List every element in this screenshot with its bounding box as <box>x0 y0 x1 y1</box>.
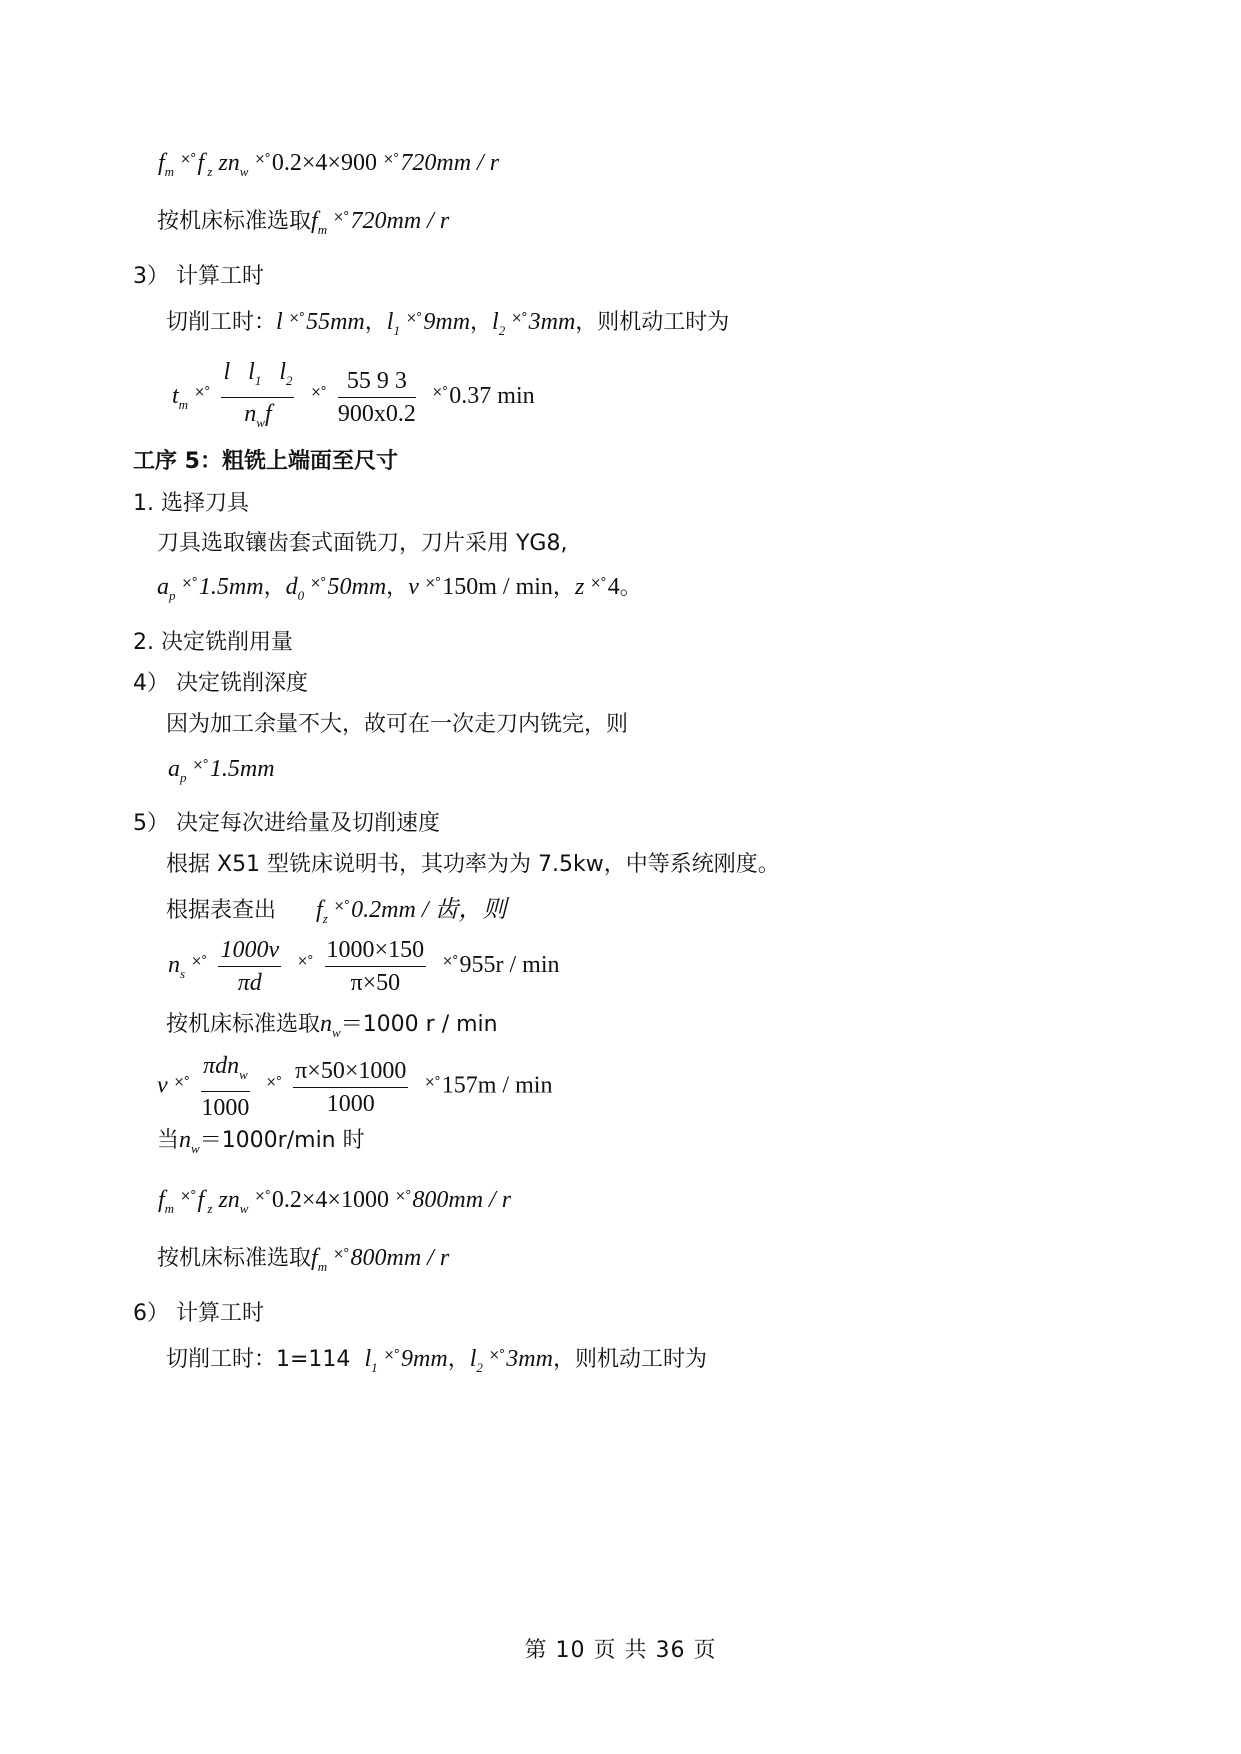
page-footer: 第 10 页 共 36 页 <box>524 1638 717 1663</box>
cutting-time-line-1: 切削工时：l ×°55mm，$l_1^{\times^\circ}9mm$，$l_2^{\times^\circ}3mm$，则机动工时为 <box>166 309 730 338</box>
formula-tm-1: $t_m^{\times^\circ}$ $\frac{l l_1 l_2}{n_wf}$ ×° $\frac{55 9 3}{900x0.2}$ ×°0.37 min <box>172 358 535 437</box>
tm-fraction-symbolic: $\frac{l l_1 l_2}{n_wf}$ <box>223 359 293 430</box>
machine-description: 根据 X51 型铣床说明书，其功率为为 7.5kw，中等系统刚度。 <box>166 852 780 877</box>
tool-parameters: $a_p^{\times^\circ}1.5mm$，$d_0^{\times^\circ}50mm$，v ×°150m / min，z ×°4。 <box>157 574 642 603</box>
process-5-title: 工序 5：粗铣上端面至尺寸 <box>133 449 398 474</box>
formula-ns: $n_s^{\times^\circ}$ $\frac{1000v}{\pi d}$ ×° $\frac{1000\times 150}{\pi\times 50}$ ×°955r / min <box>168 937 560 996</box>
formula-ap: $a_p^{\times^\circ}1.5mm$ <box>168 756 275 785</box>
select-fm-line-2: 按机床标准选取$f_m^{\times^\circ}800mm$ / r <box>157 1245 450 1274</box>
when-nw-line: 当$n_w=1000r/\min$ 时 <box>157 1127 365 1156</box>
section-2-title: 2. 决定铣削用量 <box>133 630 293 655</box>
tm-fraction-numeric: $\frac{55 9 3}{900x0.2}$ <box>337 368 416 427</box>
section-6-title: 6） 计算工时 <box>133 1301 264 1326</box>
formula-fm-2: $f_m^{\times^\circ}f$ $_z$ $zn_w^{\times^\circ}0.2\times 4\times 1000$ ×°800mm / r <box>158 1187 512 1216</box>
select-nw-line: 按机床标准选取$n_w=1000$ r / min <box>166 1011 498 1040</box>
select-fm-line-1: 按机床标准选取$f_m^{\times^\circ}720mm$ / r <box>157 208 450 237</box>
section-1-title: 1. 选择刀具 <box>133 491 249 516</box>
section-4-title: 4） 决定铣削深度 <box>133 671 308 696</box>
formula-fm-1: $f_m^{\times^\circ}f$ $_z$ $zn_w^{\times^\circ}0.2\times 4\times 900$ ×°720mm / r <box>158 150 500 179</box>
formula-v: v ×° $\frac{\pi dn_w}{1000}$ ×° $\frac{\pi\times 50\times 1000}{1000}$ ×°157m / min <box>157 1053 553 1121</box>
cutting-time-line-2: 切削工时：1=114 $l_1^{\times^\circ}9mm$，$l_2^{\times^\circ}3mm$，则机动工时为 <box>166 1346 707 1375</box>
section-3-title: 3） 计算工时 <box>133 264 264 289</box>
tool-description: 刀具选取镶齿套式面铣刀，刀片采用 YG8, <box>157 531 568 556</box>
section-5-title: 5） 决定每次进给量及切削速度 <box>133 811 440 836</box>
feed-per-tooth-line: 根据表查出 $f_z^{\times^\circ}0.2mm$ / 齿，则 <box>166 897 507 926</box>
depth-description: 因为加工余量不大，故可在一次走刀内铣完，则 <box>166 712 629 737</box>
